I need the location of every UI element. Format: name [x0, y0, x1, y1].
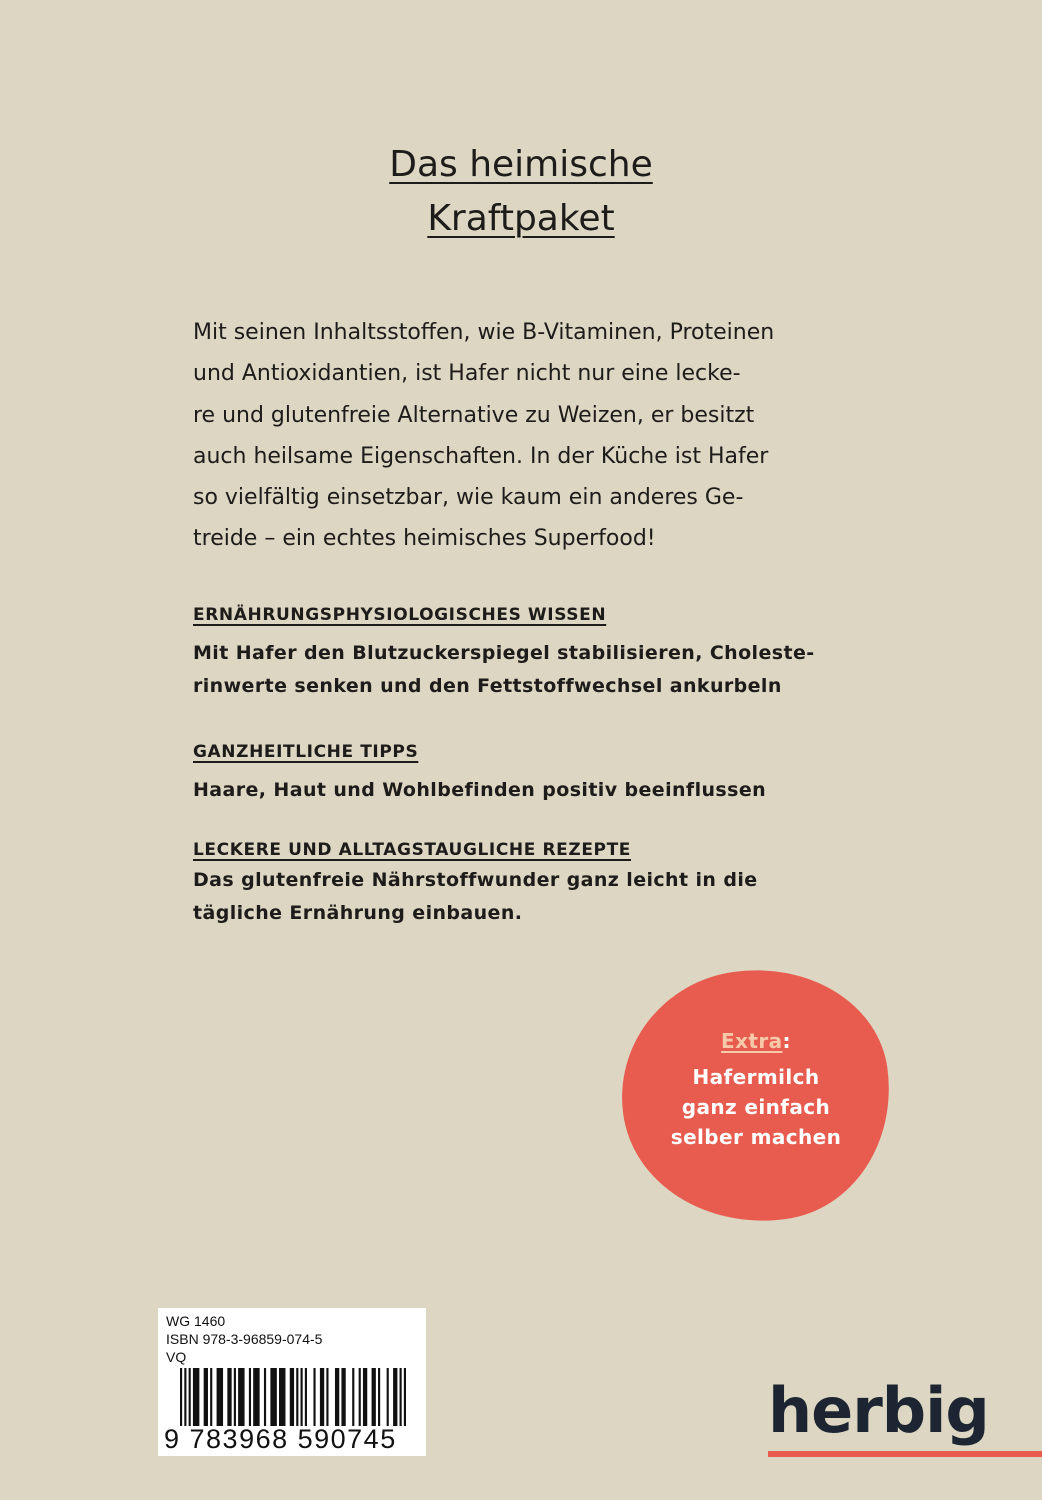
- extra-badge: [622, 1026, 890, 1152]
- extra-line: selber machen: [670, 1125, 842, 1149]
- section-text: [193, 774, 893, 807]
- barcode-bar: [352, 1368, 354, 1426]
- barcode-bar: [217, 1368, 223, 1426]
- barcode-bar: [387, 1368, 389, 1426]
- barcode-bar: [210, 1368, 212, 1426]
- cover-title-line-1: Das heimische: [389, 144, 653, 185]
- section-heading: LECKERE UND ALLTAGSTAUGLICHE REZEPTE: [193, 840, 632, 860]
- barcode-label: [158, 1308, 426, 1456]
- barcode-bar: [363, 1368, 367, 1426]
- product-group: WG 1460: [166, 1313, 226, 1329]
- extra-badge-heading: [622, 1026, 890, 1056]
- publisher-logo-underline: [768, 1451, 1042, 1457]
- barcode-bar: [400, 1368, 402, 1426]
- intro-line: re und glutenfreie Alternative zu Weizen, er besitzt: [193, 402, 755, 428]
- extra-line: ganz einfach: [681, 1095, 831, 1119]
- barcode-bar: [184, 1368, 186, 1426]
- extra-line: Hafermilch: [692, 1065, 820, 1089]
- intro-paragraph: [193, 312, 873, 560]
- barcode-bar: [313, 1368, 315, 1426]
- barcode-bar: [320, 1368, 324, 1426]
- barcode-bar: [227, 1368, 231, 1426]
- barcode-bar: [290, 1368, 294, 1426]
- barcode-bar: [204, 1368, 208, 1426]
- section-heading: ERNÄHRUNGSPHYSIOLOGISCHES WISSEN: [193, 605, 607, 625]
- barcode-bar: [341, 1368, 345, 1426]
- publisher-logo: herbig: [768, 1374, 989, 1447]
- isbn-number: ISBN 978-3-96859-074-5: [166, 1331, 323, 1347]
- barcode-bars: [180, 1368, 406, 1426]
- barcode-bar: [238, 1368, 244, 1426]
- barcode-bar: [296, 1368, 298, 1426]
- barcode-bar: [279, 1368, 285, 1426]
- section-text-line: Mit Hafer den Blutzuckerspiegel stabilisieren, Choleste-: [193, 642, 815, 664]
- section-text-line: Haare, Haut und Wohlbefinden positiv beeinflussen: [193, 779, 767, 801]
- barcode-bar: [301, 1368, 303, 1426]
- barcode-meta: [166, 1312, 322, 1366]
- vq-code: VQ: [166, 1349, 187, 1365]
- cover-title-line-2: Kraftpaket: [427, 198, 615, 239]
- section-text-line: tägliche Ernährung einbauen.: [193, 902, 523, 924]
- intro-line: Mit seinen Inhaltsstoffen, wie B-Vitaminen, Proteinen: [193, 320, 775, 345]
- barcode-bar: [378, 1368, 380, 1426]
- intro-line: treide – ein echtes heimisches Superfood!: [193, 526, 656, 552]
- barcode-bar: [189, 1368, 191, 1426]
- barcode-bar: [326, 1368, 328, 1426]
- section-recipes: [193, 838, 893, 930]
- barcode-bar: [270, 1368, 276, 1426]
- barcode-bar: [180, 1368, 182, 1426]
- barcode-bar: [372, 1368, 376, 1426]
- section-text: [193, 637, 893, 703]
- section-text-line: Das glutenfreie Nährstoffwunder ganz leicht in die: [193, 869, 758, 891]
- section-heading: GANZHEITLICHE TIPPS: [193, 742, 419, 762]
- barcode-bar: [234, 1368, 236, 1426]
- extra-label: Extra: [721, 1029, 783, 1053]
- barcode-bar: [253, 1368, 259, 1426]
- barcode-bar: [264, 1368, 266, 1426]
- barcode-bar: [393, 1368, 397, 1426]
- barcode-bar: [359, 1368, 361, 1426]
- section-text-line: rinwerte senken und den Fettstoffwechsel ankurbeln: [193, 675, 782, 697]
- intro-line: auch heilsame Eigenschaften. In der Küche ist Hafer: [193, 443, 769, 469]
- barcode-bar: [193, 1368, 199, 1426]
- section-text: [193, 864, 893, 930]
- barcode-bar: [249, 1368, 251, 1426]
- barcode-digits: 9 783968 590745: [164, 1424, 397, 1454]
- barcode-bar: [305, 1368, 307, 1426]
- barcode-bar: [404, 1368, 406, 1426]
- section-holistic-tips: [193, 740, 893, 807]
- extra-colon: :: [782, 1029, 791, 1053]
- intro-line: und Antioxidantien, ist Hafer nicht nur eine lecke-: [193, 361, 741, 387]
- cover-title: [0, 138, 1042, 246]
- barcode-bar: [335, 1368, 339, 1426]
- section-nutrition-knowledge: [193, 603, 893, 703]
- intro-line: so vielfältig einsetzbar, wie kaum ein anderes Ge-: [193, 485, 744, 511]
